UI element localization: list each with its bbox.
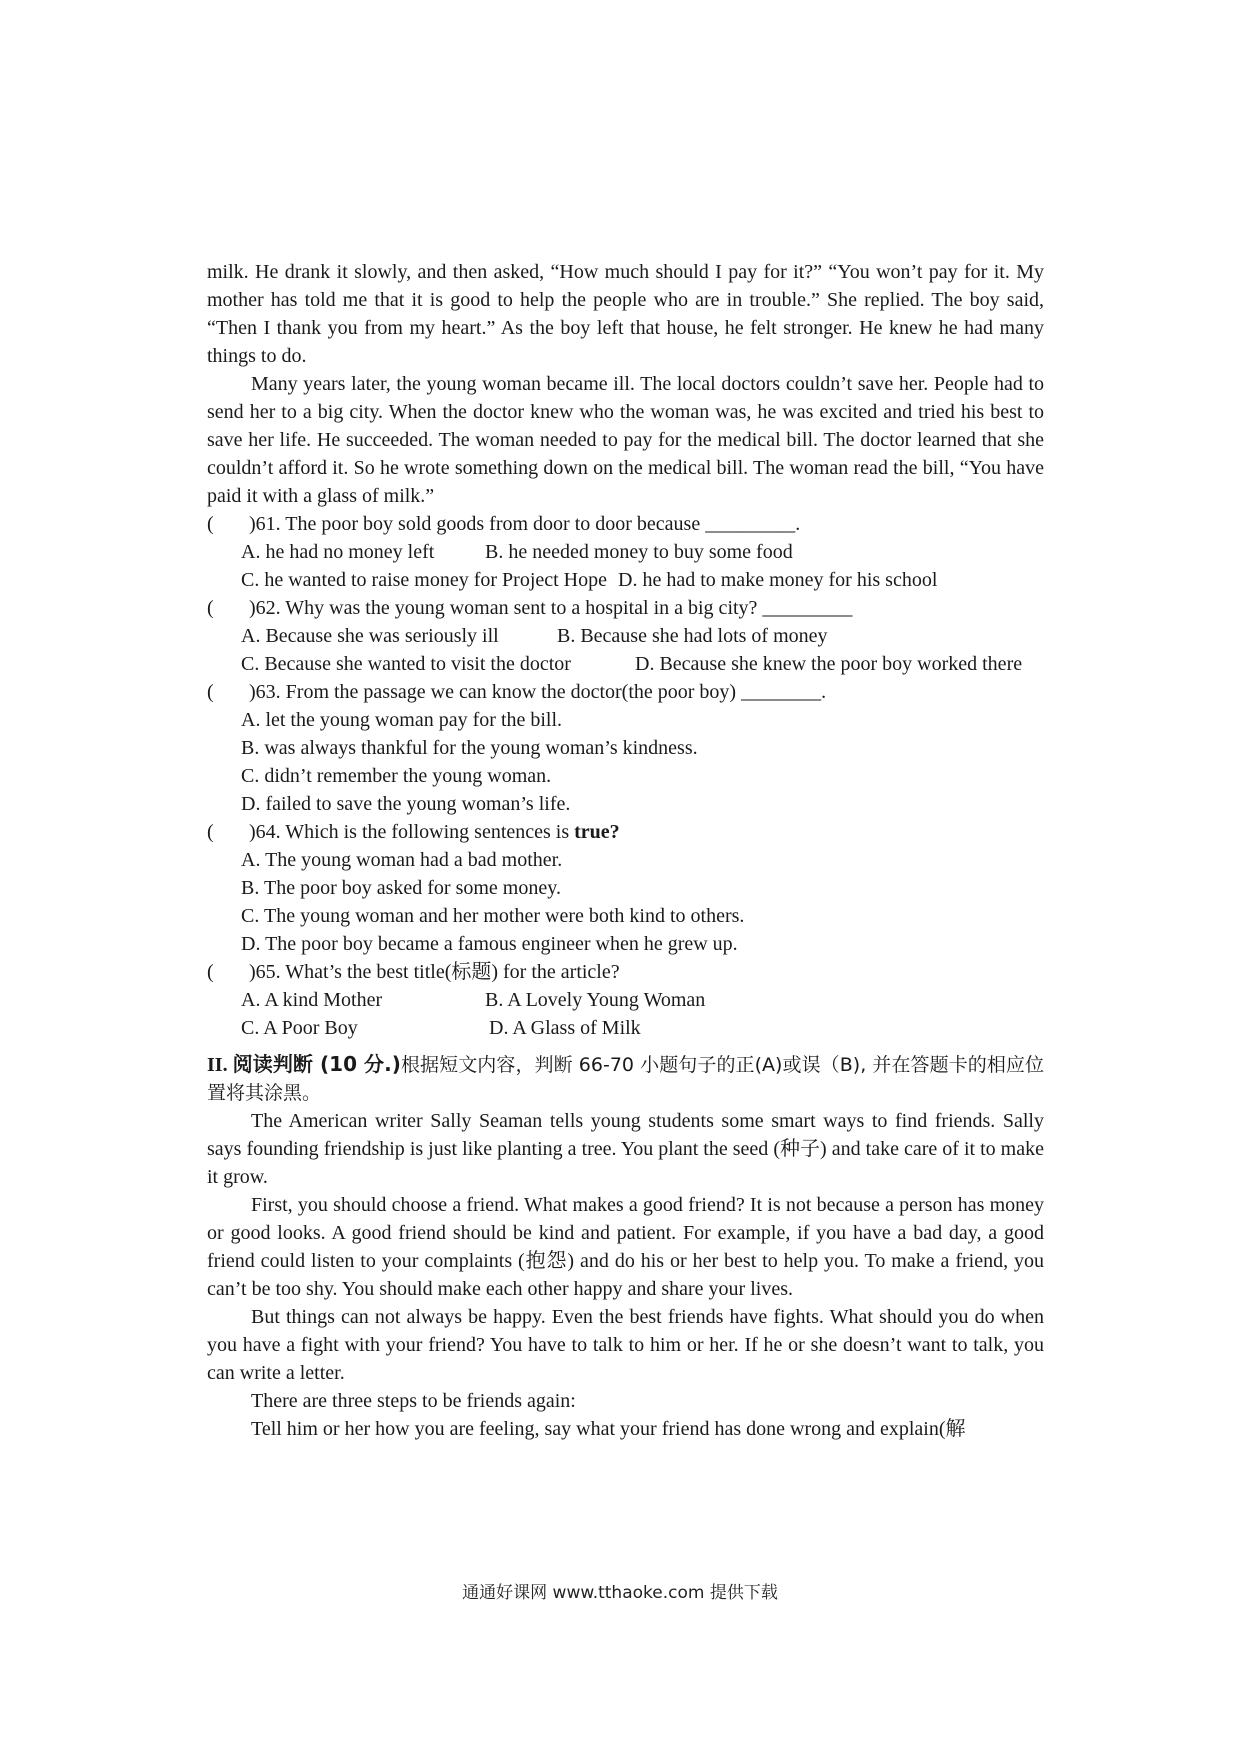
question-65-options-ab [207, 986, 1044, 1014]
question-64 [207, 818, 1044, 846]
question-62-options-ab [207, 622, 1044, 650]
question-64-text [249, 818, 620, 846]
passage-paragraph-5: Tell him or her how you are feeling, say what your friend has done wrong and explain(解 [251, 1418, 966, 1440]
document-page [207, 258, 1044, 1443]
option-d: D. The poor boy became a famous engineer when he grew up. [241, 933, 738, 955]
answer-blank: ( [207, 961, 214, 983]
story-paragraph-1: milk. He drank it slowly, and then asked, “How much should I pay for it?” “You won’t pay for it. My mother has told me that it is good to help the people who are in trouble.” She replied. The boy said, “Then I thank you from my heart.” As the boy left that house, he felt stronger. He knew he had many things to do. [207, 261, 1044, 367]
section-2-heading [207, 1050, 1044, 1107]
section-title: 阅读判断 (10 分.) [232, 1052, 401, 1076]
section-instruction: 根据短文内容，判断 66-70 小题句子的正(A)或误（B), 并在答题卡的相应位置将其涂黑。 [207, 1054, 1045, 1104]
option-c: C. he wanted to raise money for Project Hope [241, 569, 608, 591]
question-61-options-cd [207, 566, 1044, 594]
answer-blank: ( [207, 681, 214, 703]
question-64-prompt: )64. Which is the following sentences is [249, 821, 575, 843]
option-b: B. Because she had lots of money [557, 625, 828, 647]
option-c: C. The young woman and her mother were both kind to others. [241, 905, 745, 927]
passage-paragraph-4: There are three steps to be friends again: [251, 1390, 576, 1412]
option-d: D. failed to save the young woman’s life. [241, 793, 571, 815]
question-61-options-ab [207, 538, 1044, 566]
option-c: C. A Poor Boy [241, 1017, 358, 1039]
passage-paragraph-3: But things can not always be happy. Even the best friends have fights. What should you do when you have a fight with your friend? You have to talk to him or her. If he or she doesn’t want to talk, you can write a letter. [207, 1306, 1044, 1384]
option-b: B. The poor boy asked for some money. [241, 877, 561, 899]
answer-blank: ( [207, 597, 214, 619]
option-c: C. Because she wanted to visit the doctor [241, 653, 571, 675]
option-d: D. Because she knew the poor boy worked there [635, 653, 1023, 675]
question-62 [207, 594, 1044, 622]
question-63-text: )63. From the passage we can know the doctor(the poor boy) ________. [249, 681, 827, 703]
question-65-text: )65. What’s the best title(标题) for the article? [249, 961, 620, 983]
option-c: C. didn’t remember the young woman. [241, 765, 552, 787]
option-d: D. A Glass of Milk [489, 1017, 641, 1039]
option-a: A. A kind Mother [241, 989, 383, 1011]
question-62-text: )62. Why was the young woman sent to a hospital in a big city? _________ [249, 597, 853, 619]
question-61 [207, 510, 1044, 538]
answer-blank: ( [207, 513, 214, 535]
passage-paragraph-1: The American writer Sally Seaman tells young students some smart ways to find friends. Sally says founding friendship is just like planting a tree. You plant the seed (种子) and take care of it to make it grow. [207, 1110, 1044, 1188]
question-65 [207, 958, 1044, 986]
question-62-options-cd [207, 650, 1044, 678]
footer-source-note: 通通好课网 www.tthaoke.com 提供下载 [462, 1583, 778, 1603]
option-a: A. The young woman had a bad mother. [241, 849, 563, 871]
option-b: B. he needed money to buy some food [485, 541, 793, 563]
question-63 [207, 678, 1044, 706]
option-b: B. A Lovely Young Woman [485, 989, 706, 1011]
option-a: A. let the young woman pay for the bill. [241, 709, 563, 731]
question-61-text: )61. The poor boy sold goods from door to door because _________. [249, 513, 801, 535]
section-number: II. [207, 1054, 228, 1076]
question-64-emphasis: true? [574, 821, 620, 843]
option-a: A. Because she was seriously ill [241, 625, 499, 647]
passage-paragraph-2: First, you should choose a friend. What makes a good friend? It is not because a person has money or good looks. A good friend should be kind and patient. For example, if you have a bad day, a good friend could listen to your complaints (抱怨) and do his or her best to help you. To make a friend, you can’t be too shy. You should make each other happy and share your lives. [207, 1194, 1044, 1300]
story-paragraph-2: Many years later, the young woman became ill. The local doctors couldn’t save her. People had to send her to a big city. When the doctor knew who the woman was, he was excited and tried his best to save her life. He succeeded. The woman needed to pay for the medical bill. The doctor learned that she couldn’t afford it. So he wrote something down on the medical bill. The woman read the bill, “You have paid it with a glass of milk.” [207, 373, 1044, 507]
option-b: B. was always thankful for the young woman’s kindness. [241, 737, 698, 759]
question-65-options-cd [207, 1014, 1044, 1042]
option-d: D. he had to make money for his school [618, 569, 938, 591]
answer-blank: ( [207, 821, 214, 843]
option-a: A. he had no money left [241, 541, 435, 563]
